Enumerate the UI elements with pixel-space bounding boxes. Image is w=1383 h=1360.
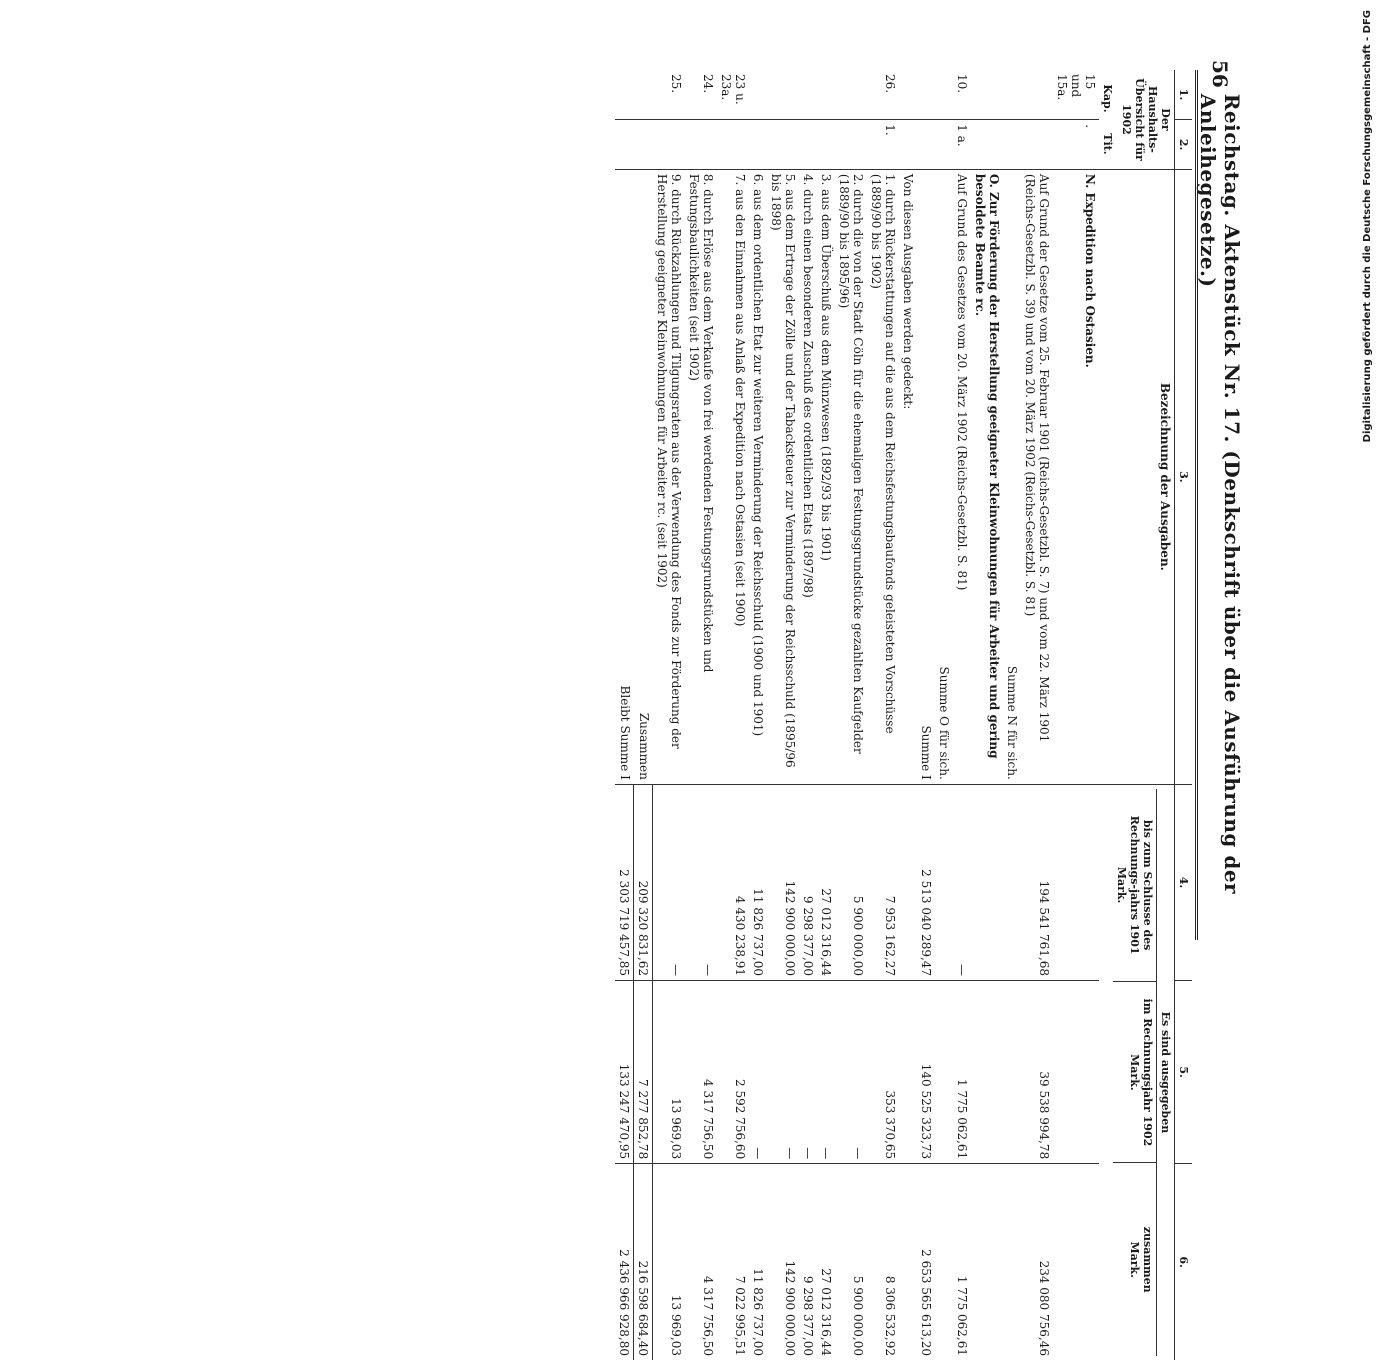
amount-total-cell: 4 317 756,50 <box>685 1164 717 1360</box>
amount-1901-cell <box>935 784 953 980</box>
header-row <box>1099 70 1175 1360</box>
kap-cell <box>1003 70 1021 120</box>
expenditure-table <box>616 70 1193 1360</box>
amount-total-cell: 2 436 966 928,80 <box>616 1164 635 1360</box>
tit-cell <box>817 120 835 170</box>
table-row <box>634 70 653 1360</box>
description-cell: Bleibt Summe I <box>616 169 635 784</box>
amount-1902-cell <box>971 981 1003 1164</box>
description-cell: Auf Grund der Gesetze vom 25. Februar 1901 (Reichs-Gesetzbl. S. 7) und vom 22. März 1901 (Reichs-Gesetzbl. S. 39) und vom 20. März 1902 (Reichs-Gesetzbl. S. 81) <box>1021 169 1053 784</box>
tit-cell <box>935 120 953 170</box>
amount-total-cell: 9 298 377,00 <box>799 1164 817 1360</box>
rotated-page <box>0 60 1244 1356</box>
tit-cell <box>634 120 653 170</box>
haushalt-header-text: Der Haushalts-Übersicht für 1902 <box>1120 78 1172 161</box>
description-cell: 3. aus dem Überschuß aus dem Münzwesen (1892/93 bis 1901) <box>817 169 835 784</box>
tit-cell: 1. <box>867 120 899 170</box>
amount-1902-cell: 2 592 756,60 <box>717 981 749 1164</box>
amount-1902-cell: 353 370,65 <box>867 981 899 1164</box>
kap-cell: 15 und 15a. <box>1055 74 1097 101</box>
table-row <box>749 70 767 1360</box>
col4-unit: Mark. <box>1115 866 1128 904</box>
description-cell: 1. durch Rückerstattungen auf die aus dem Reichsfestungsbaufonds geleisteten Vorschüsse (1889/90 bis 1902) <box>867 169 899 784</box>
kap-cell <box>1021 70 1053 120</box>
tit-cell <box>685 120 717 170</box>
amount-1901-cell: 27 012 316,44 <box>817 784 835 980</box>
tit-cell <box>1021 120 1053 170</box>
col4-header: bis zum Schlusse des Rechnungs-jahrs 1901 <box>1128 815 1154 955</box>
amount-1901-cell: 9 298 377,00 <box>799 784 817 980</box>
kap-cell: 26. <box>883 74 897 94</box>
table-row <box>835 70 867 1360</box>
amount-1901-cell: — <box>685 784 717 980</box>
col5-header: im Rechnungsjahr 1902 <box>1141 998 1154 1147</box>
description-cell: Auf Grund des Gesetzes vom 20. März 1902 (Reichs-Gesetzbl. S. 81) <box>953 169 971 784</box>
tit-cell <box>971 120 1003 170</box>
amount-total-cell: 216 598 684,40 <box>634 1164 653 1360</box>
kap-cell <box>634 70 653 120</box>
amount-total-cell <box>899 1164 917 1360</box>
amount-total-cell <box>935 1164 953 1360</box>
amount-1902-cell: 1 775 062,61 <box>953 981 971 1164</box>
tit-cell <box>616 120 635 170</box>
column-number-row <box>1175 70 1193 1360</box>
kap-cell: 23 u. 23a. <box>719 74 747 105</box>
description-cell: Summe I <box>917 169 935 784</box>
amount-1901-cell: 4 430 238,91 <box>717 784 749 980</box>
amount-total-cell: 234 080 756,46 <box>1021 1164 1053 1360</box>
amount-1901-cell: 2 513 040 289,47 <box>917 784 935 980</box>
amount-1902-cell: 4 317 756,50 <box>685 981 717 1164</box>
amount-1901-cell <box>971 784 1003 980</box>
table-row <box>867 70 899 1360</box>
amount-1902-cell: — <box>767 981 799 1164</box>
tit-cell <box>653 120 685 170</box>
haushalt-header <box>1099 70 1175 169</box>
table-body <box>616 70 1100 1360</box>
description-cell: O. Zur Förderung der Herstellung geeigneter Kleinwohnungen für Arbeiter und gering besoldete Beamte rc. <box>971 169 1003 784</box>
amount-1902-cell: 140 525 323,73 <box>917 981 935 1164</box>
tit-label: Tit. <box>1101 133 1114 155</box>
tit-cell <box>835 120 867 170</box>
kap-cell <box>817 70 835 120</box>
col6-header: zusammen <box>1141 1226 1154 1293</box>
amount-1902-cell: — <box>817 981 835 1164</box>
kap-cell <box>935 70 953 120</box>
tit-cell: . <box>1053 120 1099 170</box>
description-cell: 4. durch einen besonderen Zuschuß des ordentlichen Etats (1897/98) <box>799 169 817 784</box>
description-cell: 6. aus dem ordentlichen Etat zur weiteren Verminderung der Reichsschuld (1900 und 1901) <box>749 169 767 784</box>
tit-cell <box>1003 120 1021 170</box>
description-header: Bezeichnung der Ausgaben. <box>1099 169 1175 784</box>
amount-1901-cell <box>899 784 917 980</box>
colnum-6: 6. <box>1175 1164 1193 1360</box>
amount-1901-cell: 5 900 000,00 <box>835 784 867 980</box>
table-row <box>935 70 953 1360</box>
amount-1901-cell: 2 303 719 457,85 <box>616 784 635 980</box>
kap-cell <box>835 70 867 120</box>
amount-total-cell: 142 900 000,00 <box>767 1164 799 1360</box>
amount-total-cell: 1 775 062,61 <box>953 1164 971 1360</box>
amount-1901-cell: — <box>653 784 685 980</box>
kap-cell <box>899 70 917 120</box>
amount-1902-cell: — <box>835 981 867 1164</box>
spent-header <box>1099 784 1175 1360</box>
table-row <box>685 70 717 1360</box>
table-row <box>1021 70 1053 1360</box>
dfg-credit-text: Digitalisierung gefördert durch die Deutsche Forschungsgemeinschaft - DFG <box>1362 10 1373 443</box>
description-cell: 5. aus dem Ertrage der Zölle und der Tabacksteuer zur Verminderung der Reichsschuld (1895/96 bis 1898) <box>767 169 799 784</box>
amount-1902-cell: 39 538 994,78 <box>1021 981 1053 1164</box>
tit-cell <box>917 120 935 170</box>
table-row <box>971 70 1003 1360</box>
table-row <box>653 70 685 1360</box>
table-row <box>799 70 817 1360</box>
tit-cell <box>899 120 917 170</box>
description-cell: Von diesen Ausgaben werden gedeckt: <box>899 169 917 784</box>
kap-cell <box>749 70 767 120</box>
table-row <box>817 70 835 1360</box>
amount-1902-cell: 7 277 852,78 <box>634 981 653 1164</box>
tit-cell <box>799 120 817 170</box>
amount-total-cell: 13 969,03 <box>653 1164 685 1360</box>
tit-cell <box>767 120 799 170</box>
amount-total-cell: 27 012 316,44 <box>817 1164 835 1360</box>
description-cell: 7. aus den Einnahmen aus Anlaß der Expedition nach Ostasien (seit 1900) <box>717 169 749 784</box>
tit-cell <box>749 120 767 170</box>
amount-1901-cell: 194 541 761,68 <box>1021 784 1053 980</box>
amount-total-cell <box>971 1164 1003 1360</box>
colnum-4: 4. <box>1175 784 1193 980</box>
description-cell: 2. durch die von der Stadt Cöln für die ehemaligen Festungsgrundstücke gezahlten Kaufgelder (1889/90 bis 1895/96) <box>835 169 867 784</box>
kap-cell: 24. <box>701 74 715 94</box>
table-row <box>899 70 917 1360</box>
table-row <box>917 70 935 1360</box>
kap-cell <box>917 70 935 120</box>
amount-total-cell: 5 900 000,00 <box>835 1164 867 1360</box>
dfg-credit <box>1359 10 1373 990</box>
tit-cell: 1 a. <box>953 120 971 170</box>
amount-total-cell: 11 826 737,00 <box>749 1164 767 1360</box>
colnum-1: 1. <box>1175 70 1193 120</box>
description-cell: 9. durch Rückzahlungen und Tilgungsraten aus der Verwendung des Fonds zur Förderung der Herstellung geeigneter Kleinwohnungen für Arbeiter rc. (seit 1902) <box>653 169 685 784</box>
page-header <box>1196 60 1244 940</box>
description-cell: Summe O für sich. <box>935 169 953 784</box>
description-cell: Zusammen <box>634 169 653 784</box>
kap-cell <box>799 70 817 120</box>
amount-1902-cell <box>935 981 953 1164</box>
table-row <box>767 70 799 1360</box>
amount-1901-cell: 142 900 000,00 <box>767 784 799 980</box>
amount-1902-cell: — <box>799 981 817 1164</box>
amount-total-cell: 7 022 995,51 <box>717 1164 749 1360</box>
amount-1901-cell: 209 320 831,62 <box>634 784 653 980</box>
table-row <box>1003 70 1021 1360</box>
amount-1902-cell: — <box>749 981 767 1164</box>
amount-1901-cell: — <box>953 784 971 980</box>
col5-unit: Mark. <box>1128 1054 1141 1091</box>
amount-1902-cell <box>1053 981 1099 1164</box>
colnum-2: 2. <box>1175 120 1193 170</box>
table-row <box>953 70 971 1360</box>
amount-total-cell: 8 306 532,92 <box>867 1164 899 1360</box>
amount-1902-cell: 133 247 470,95 <box>616 981 635 1164</box>
page-number: 56 <box>1208 60 1232 88</box>
description-cell: N. Expedition nach Ostasien. <box>1053 169 1099 784</box>
amount-total-cell <box>1003 1164 1021 1360</box>
amount-1901-cell <box>1053 784 1099 980</box>
kap-cell: 25. <box>669 74 683 94</box>
amount-total-cell: 2 653 565 613,20 <box>917 1164 935 1360</box>
colnum-3: 3. <box>1175 169 1193 784</box>
kap-cell <box>767 70 799 120</box>
table-row <box>1053 70 1099 1360</box>
header-rule <box>1195 70 1198 940</box>
tit-cell <box>717 120 749 170</box>
amount-total-cell <box>1053 1164 1099 1360</box>
amount-1901-cell: 7 953 162,27 <box>867 784 899 980</box>
spent-group-label: Es sind ausgegeben <box>1156 789 1172 1356</box>
description-cell: 8. durch Erlöse aus dem Verkaufe von frei werdenden Festungsgrundstücken und Festungsbaulichkeiten (seit 1902) <box>685 169 717 784</box>
kap-label: Kap. <box>1101 84 1114 113</box>
col6-unit: Mark. <box>1128 1241 1141 1278</box>
kap-cell <box>971 70 1003 120</box>
amount-1902-cell: 13 969,03 <box>653 981 685 1164</box>
amount-1902-cell <box>1003 981 1021 1164</box>
kap-cell: 10. <box>955 74 969 94</box>
kap-cell <box>616 70 635 120</box>
running-title: Reichstag. Aktenstück Nr. 17. (Denkschrift über die Ausführung der Anleihegesetze.) <box>1196 93 1244 895</box>
table-row <box>717 70 749 1360</box>
amount-1902-cell <box>899 981 917 1164</box>
amount-1901-cell: 11 826 737,00 <box>749 784 767 980</box>
table-row <box>616 70 635 1360</box>
description-cell: Summe N für sich. <box>1003 169 1021 784</box>
amount-1901-cell <box>1003 784 1021 980</box>
colnum-5: 5. <box>1175 981 1193 1164</box>
